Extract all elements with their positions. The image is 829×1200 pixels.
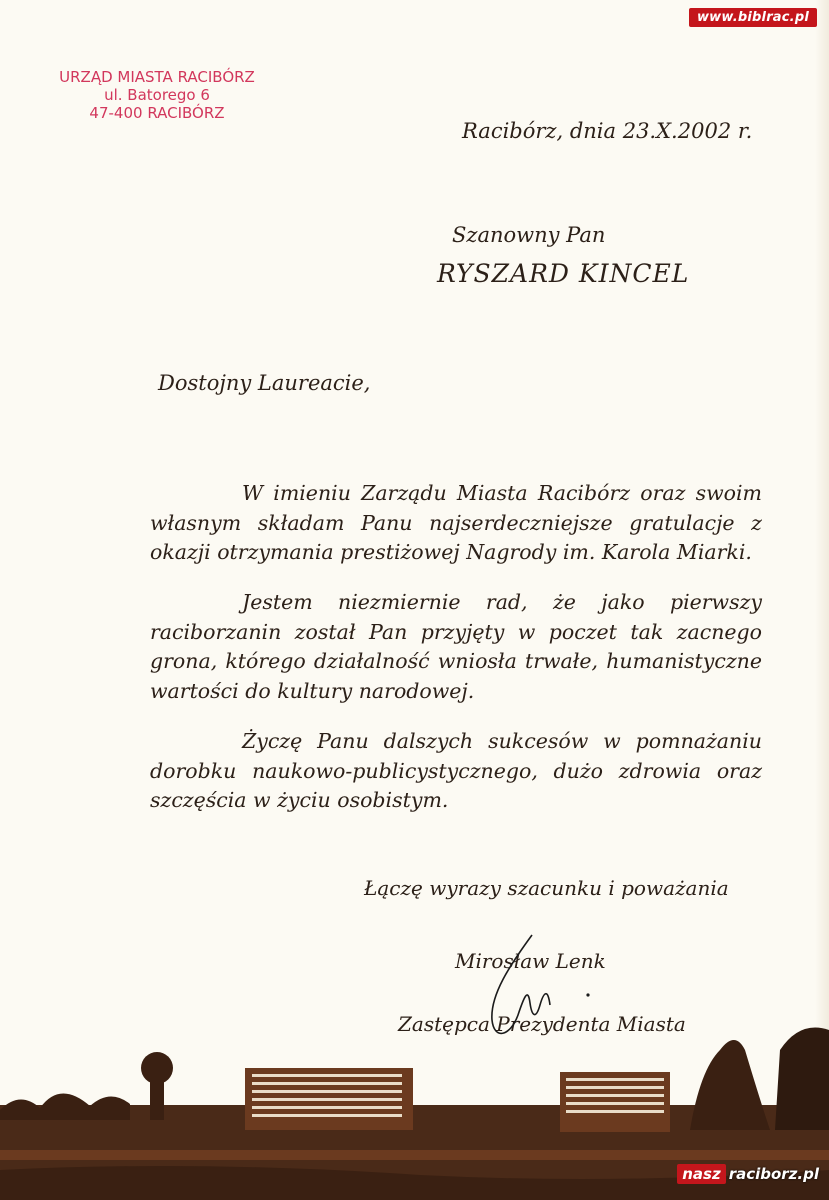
watermark-bottom-brand: nasz	[677, 1164, 725, 1184]
greeting: Dostojny Laureacie,	[158, 371, 371, 395]
paragraph-text: Życzę Panu dalszych sukcesów w pomnażaniu dorobku naukowo-publicystycznego, dużo zdrowia oraz szczęścia w życiu osobistym.	[150, 729, 762, 812]
stamp-line-street: ul. Batorego 6	[104, 86, 210, 104]
recipient-name: RYSZARD KINCEL	[437, 259, 690, 288]
paragraph-text: Jestem niezmiernie rad, że jako pierwszy raciborzanin został Pan przyjęty w poczet tak zacnego grona, którego działalność wniosła trwałe, humanistyczne wartości do kultury narodowej.	[150, 590, 762, 703]
watermark-bottom	[677, 1164, 819, 1184]
watermark-top: www.biblrac.pl	[689, 8, 817, 27]
watermark-bottom-domain: raciborz.pl	[728, 1165, 819, 1183]
letter-date: Racibórz, dnia 23.X.2002 r.	[462, 119, 753, 143]
stamp-line-city: 47-400 RACIBÓRZ	[89, 104, 225, 122]
letter-paragraph-2	[150, 588, 762, 706]
stamp-line-office: URZĄD MIASTA RACIBÓRZ	[59, 68, 255, 86]
letter-paragraph-3	[150, 727, 762, 816]
office-stamp	[52, 68, 262, 122]
letter-paragraph-1	[150, 479, 762, 568]
signer-title: Zastępca Prezydenta Miasta	[398, 1012, 686, 1036]
paragraph-text: W imieniu Zarządu Miasta Racibórz oraz swoim własnym składam Panu najserdeczniejsze gratulacje z okazji otrzymania prestiżowej Nagrody im. Karola Miarki.	[150, 481, 762, 564]
salutation: Szanowny Pan	[452, 223, 606, 247]
signer-name: Mirosław Lenk	[455, 949, 606, 973]
closing-line: Łączę wyrazy szacunku i poważania	[364, 876, 729, 900]
